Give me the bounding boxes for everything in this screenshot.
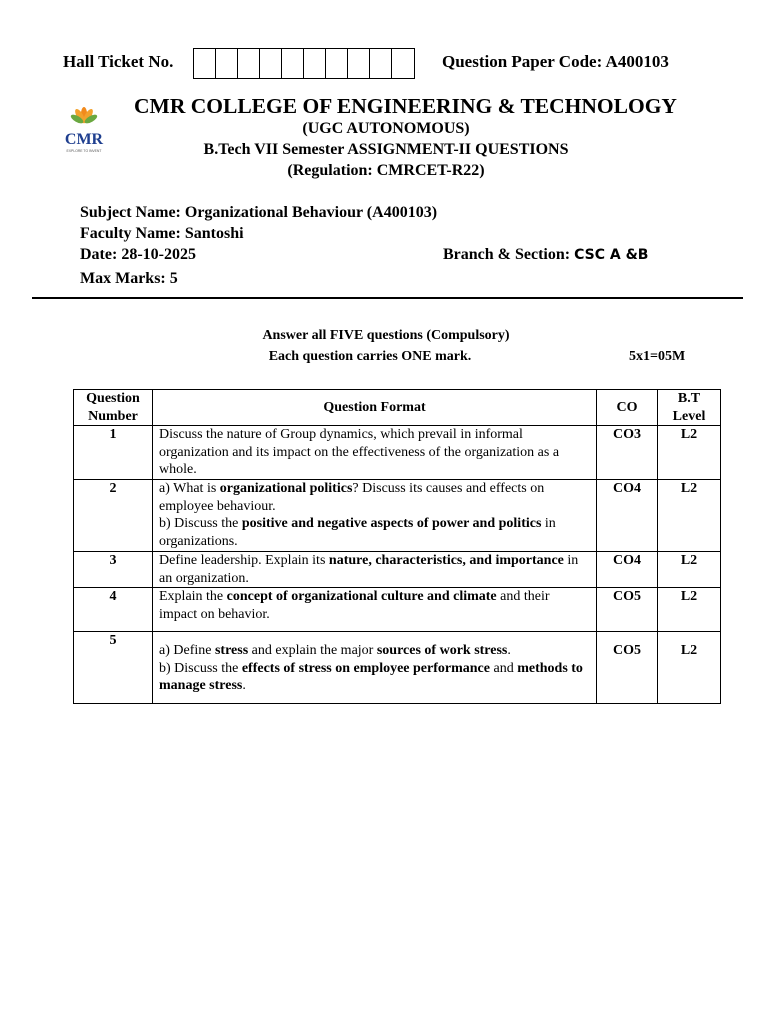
bloom-level: L2 [658,480,721,552]
hall-ticket-digit-box [216,49,238,78]
question-text-segment: a) What is [159,481,220,496]
branch-section [443,246,648,264]
question-text [153,588,597,632]
header-question-number: Question Number [74,390,153,426]
question-text-segment: and [489,660,518,676]
header-question-format: Question Format [153,390,597,426]
hall-ticket-digit-box [194,49,216,78]
course-outcome: CO3 [597,426,658,480]
hall-ticket-digit-box [304,49,326,78]
emphasis-text: stress [214,643,249,658]
course-outcome: CO5 [597,588,658,632]
logo-text: CMR [64,131,104,148]
course-outcome: CO4 [597,552,658,588]
regulation-label: (Regulation: CMRCET-R22) [287,162,485,179]
college-logo [60,105,108,157]
bloom-level: L2 [658,588,721,632]
hall-ticket-boxes [193,48,415,79]
question-text-segment: in an organization. [159,553,579,586]
question-text-segment: Discuss the nature of Group dynamics, which prevail in informal organization and its impact on the effectiveness of the organization as a whole. [159,427,560,477]
branch-value: CSC A &B [574,247,649,263]
branch-label: Branch & Section: [443,246,575,263]
subject-name: Subject Name: Organizational Behaviour (A400103) [80,204,438,221]
header-bt-level: B.T Level [658,390,721,426]
college-name: CMR COLLEGE OF ENGINEERING & TECHNOLOGY [134,94,677,118]
question-text [153,480,597,552]
bloom-level: L2 [658,426,721,480]
hall-ticket-digit-box [370,49,392,78]
question-text-segment: . [507,643,511,658]
question-text-segment: ? Discuss its causes and effects on employee behaviour. [159,481,545,514]
question-number: 4 [74,588,153,632]
emphasis-text: methods to manage stress [159,660,583,693]
question-row [74,480,721,552]
hall-ticket-digit-box [260,49,282,78]
emphasis-text: positive and negative aspects of power and politics [241,516,542,531]
question-number: 3 [74,552,153,588]
hall-ticket-digit-box [348,49,370,78]
question-line [159,480,590,515]
hall-ticket-label: Hall Ticket No. [63,52,174,71]
max-marks: Max Marks: 5 [80,270,178,287]
header-co: CO [597,390,658,426]
question-number: 1 [74,426,153,480]
course-outcome: CO4 [597,480,658,552]
question-row [74,588,721,632]
course-outcome: CO5 [597,632,658,704]
hall-ticket-digit-box [238,49,260,78]
marks-distribution: 5x1=05M [629,349,686,364]
question-text-segment: Define leadership. Explain its [159,553,329,568]
instruction-line-2: Each question carries ONE mark. [268,349,472,364]
question-text-segment: and explain the major [248,643,377,658]
question-number: 5 [74,632,153,704]
question-line [159,515,590,550]
question-row [74,426,721,480]
hall-ticket-digit-box [326,49,348,78]
question-paper-code: Question Paper Code: A400103 [442,52,669,71]
question-text-segment: b) Discuss the [159,660,242,676]
question-text-segment: in organizations. [159,516,556,549]
table-header-row [74,390,721,426]
hall-ticket-digit-box [282,49,304,78]
question-text-segment: b) Discuss the [159,516,242,531]
question-line [159,642,590,660]
bloom-level: L2 [658,632,721,704]
question-line [159,426,590,479]
question-line [159,552,590,587]
logo-tagline: EXPLORE TO INVENT [66,149,102,153]
exam-title: B.Tech VII Semester ASSIGNMENT-II QUESTIONS [203,141,569,158]
question-table-body [74,426,721,704]
faculty-name: Faculty Name: Santoshi [80,225,244,242]
emphasis-text: sources of work stress [376,643,508,658]
emphasis-text: concept of organizational culture and climate [226,589,497,604]
question-number: 2 [74,480,153,552]
question-table [73,389,721,704]
question-text [153,632,597,704]
question-text [153,552,597,588]
lotus-logo-icon [60,105,108,157]
emphasis-text: effects of stress on employee performance [241,660,490,676]
question-text-segment: . [242,678,246,693]
question-text-segment: a) Define [159,643,215,658]
question-line [159,660,590,695]
exam-date: Date: 28-10-2025 [80,246,196,263]
autonomous-label: (UGC AUTONOMOUS) [302,120,470,137]
hall-ticket-digit-box [392,49,414,78]
question-text [153,426,597,480]
question-text-segment: Explain the [159,589,227,604]
instruction-line-1: Answer all FIVE questions (Compulsory) [262,328,510,343]
question-text-segment: and their impact on behavior. [159,589,550,622]
header-divider [32,297,743,299]
question-line [159,588,590,623]
emphasis-text: organizational politics [219,481,353,496]
question-row [74,632,721,704]
bloom-level: L2 [658,552,721,588]
emphasis-text: nature, characteristics, and importance [328,553,564,568]
question-row [74,552,721,588]
